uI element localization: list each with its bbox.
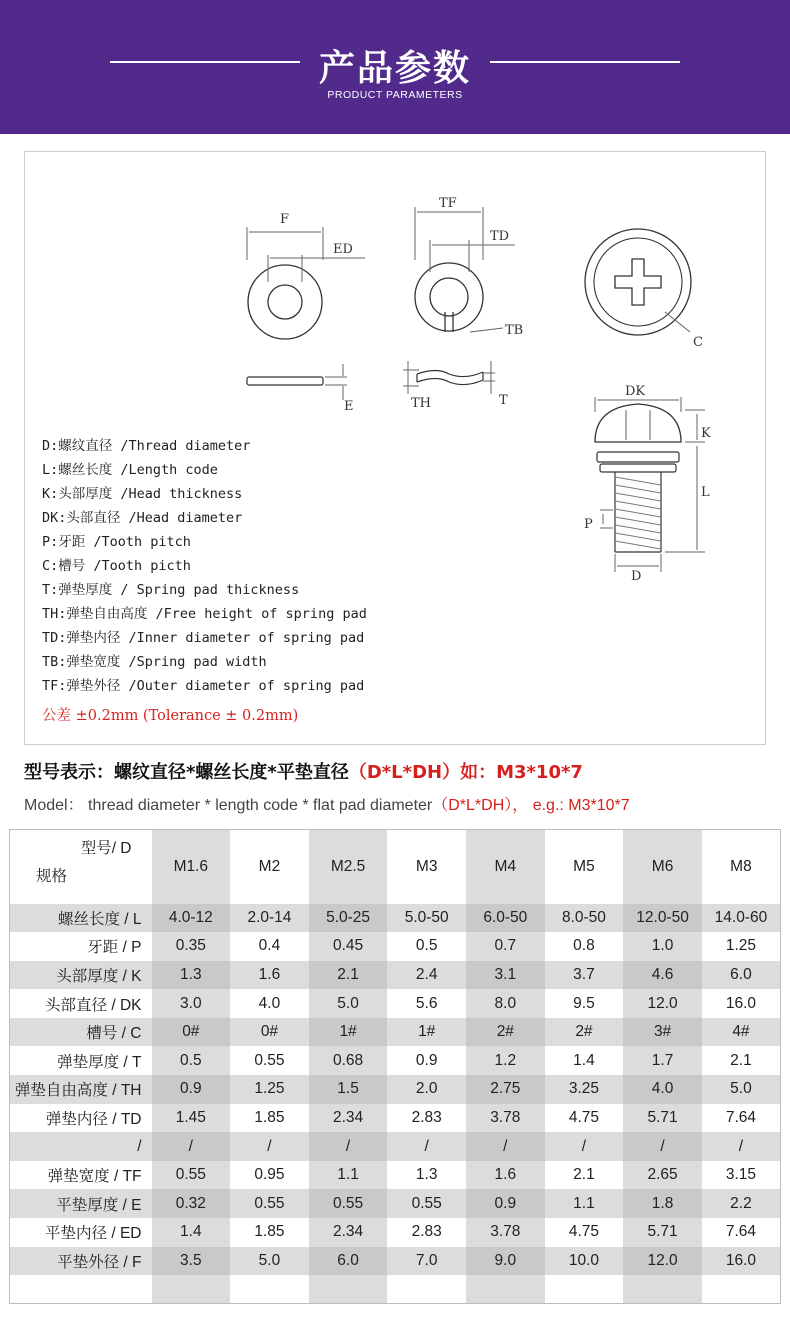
table-cell: 5.0 <box>309 989 388 1018</box>
table-cell: 3.15 <box>725 1166 757 1184</box>
table-cell: 0.9 <box>152 1075 231 1104</box>
table-cell: 9.0 <box>466 1247 545 1276</box>
table-cell: 5.0-50 <box>387 904 466 933</box>
label-E: E <box>344 399 354 414</box>
row-label: 弹垫内径 / TD <box>45 1110 142 1128</box>
legend-item: P:牙距 /Tooth pitch <box>42 534 191 550</box>
table-cell: 0.55 <box>230 1189 309 1218</box>
banner-divider-right <box>490 61 680 63</box>
table-cell: / <box>545 1132 624 1161</box>
screw-side-view <box>584 384 711 584</box>
table-row <box>10 1247 781 1276</box>
legend-item: TD:弹垫内径 /Inner diameter of spring pad <box>42 630 365 646</box>
table-cell: / <box>230 1132 309 1161</box>
label-L: L <box>701 485 710 500</box>
table-cell: 1.1 <box>545 1189 624 1218</box>
table-cell: 8.0 <box>466 989 545 1018</box>
column-header: M2 <box>258 857 281 875</box>
table-cell: 4.0 <box>623 1075 702 1104</box>
table-cell: 5.0 <box>702 1075 781 1104</box>
table-cell: 4.75 <box>568 1108 600 1126</box>
column-header: M1.6 <box>152 830 231 904</box>
tolerance-note: 公差 ±0.2mm (Tolerance ± 0.2mm) <box>42 708 299 724</box>
table-cell: 5.0-25 <box>309 904 388 933</box>
table-cell: 5.0 <box>230 1247 309 1276</box>
label-F: F <box>280 212 290 227</box>
legend-item: T:弹垫厚度 / Spring pad thickness <box>42 582 300 598</box>
row-label: 头部直径 / DK <box>45 996 142 1014</box>
table-cell: 16.0 <box>702 1247 781 1276</box>
table-cell: 1.3 <box>152 961 231 990</box>
table-cell: 4.0-12 <box>152 904 231 933</box>
column-header: M3 <box>415 857 438 875</box>
table-cell: 1.3 <box>415 1166 438 1184</box>
flat-washer-drawing <box>247 212 365 414</box>
table-cell: 2.65 <box>623 1161 702 1190</box>
table-row <box>10 961 781 990</box>
table-cell: / <box>466 1132 545 1161</box>
table-cell: 2# <box>545 1018 624 1047</box>
table-cell: 1.85 <box>254 1108 285 1126</box>
legend-item: K:头部厚度 /Head thickness <box>42 486 243 502</box>
table-cell: 0# <box>230 1018 309 1047</box>
row-label: 牙距 / P <box>87 939 142 957</box>
table-cell: 12.0 <box>623 1247 702 1276</box>
model-notation-cn <box>24 758 583 784</box>
table-cell: 14.0-60 <box>702 904 781 933</box>
model-notation-en-formula: （D*L*DH）， e.g.: M3*10*7 <box>432 797 630 814</box>
table-cell: 0.5 <box>152 1046 231 1075</box>
dimension-legend <box>42 434 367 728</box>
table-cell: 0.35 <box>152 932 231 961</box>
table-cell: 0.55 <box>152 1161 231 1190</box>
table-cell: 0.95 <box>254 1166 285 1184</box>
table-cell: 1# <box>387 1018 466 1047</box>
label-C: C <box>693 335 703 350</box>
label-ED: ED <box>333 242 353 257</box>
table-cell: 2.1 <box>730 1051 752 1069</box>
table-cell: 4.75 <box>568 1223 600 1241</box>
model-notation-cn-formula: （D*L*DH）如：M3*10*7 <box>348 762 583 783</box>
table-cell: 6.0 <box>702 961 781 990</box>
table-cell: 12.0-50 <box>623 904 702 933</box>
table-cell: 1.25 <box>230 1075 309 1104</box>
row-label: 弹垫厚度 / T <box>57 1053 142 1071</box>
spec-table <box>9 829 781 1304</box>
table-cell: 0.9 <box>415 1051 438 1069</box>
table-row <box>10 989 781 1018</box>
legend-item: TH:弹垫自由高度 /Free height of spring pad <box>42 606 367 622</box>
table-row <box>10 1104 781 1133</box>
table-cell: 3.7 <box>545 961 624 990</box>
row-label: 平垫厚度 / E <box>10 1189 152 1218</box>
table-row <box>10 1189 781 1218</box>
table-cell: 1.85 <box>254 1223 285 1241</box>
table-cell: 1.1 <box>309 1161 388 1190</box>
table-cell: / <box>309 1132 388 1161</box>
table-cell: 1.7 <box>623 1046 702 1075</box>
screw-head-top-view <box>585 229 703 350</box>
table-cell: / <box>623 1132 702 1161</box>
table-cell: 0.55 <box>254 1051 285 1069</box>
table-cell: 0.55 <box>387 1189 466 1218</box>
table-cell: 2.1 <box>573 1166 595 1184</box>
table-cell: 2.83 <box>411 1223 442 1241</box>
table-cell: 4.0 <box>258 994 281 1012</box>
table-cell: / <box>152 1132 231 1161</box>
table-cell: 2.2 <box>702 1189 781 1218</box>
table-cell: 2.75 <box>466 1075 545 1104</box>
table-cell: 5.71 <box>623 1104 702 1133</box>
table-cell: 1.8 <box>623 1189 702 1218</box>
model-notation-en <box>24 792 630 815</box>
table-cell: 0.4 <box>258 937 281 955</box>
spring-washer-drawing <box>403 196 523 411</box>
table-cell: 0.68 <box>309 1046 388 1075</box>
page-subtitle: PRODUCT PARAMETERS <box>327 89 463 101</box>
legend-item: TB:弹垫宽度 /Spring pad width <box>42 654 267 670</box>
table-cell: 6.0 <box>309 1247 388 1276</box>
table-cell: 7.0 <box>387 1247 466 1276</box>
legend-item: TF:弹垫外径 /Outer diameter of spring pad <box>42 678 365 694</box>
table-cell: 0.45 <box>309 932 388 961</box>
table-cell: 7.64 <box>725 1108 757 1126</box>
table-cell: 1.0 <box>623 932 702 961</box>
legend-item: DK:头部直径 /Head diameter <box>42 510 243 526</box>
table-row <box>10 1218 781 1247</box>
table-cell: 3.78 <box>466 1218 545 1247</box>
dimension-diagram <box>24 151 766 745</box>
label-TF: TF <box>439 196 457 211</box>
table-cell: 4.6 <box>623 961 702 990</box>
legend-item: C:槽号 /Tooth picth <box>42 558 191 574</box>
row-label: 弹垫自由高度 / TH <box>10 1075 152 1104</box>
table-cell: 1# <box>309 1018 388 1047</box>
legend-item: L:螺丝长度 /Length code <box>42 462 218 478</box>
table-cell: 2.4 <box>387 961 466 990</box>
column-header: M4 <box>466 830 545 904</box>
table-cell: 2# <box>466 1018 545 1047</box>
row-label: 平垫外径 / F <box>10 1247 152 1276</box>
table-cell: / <box>702 1132 781 1161</box>
table-cell: 2.0-14 <box>230 904 309 933</box>
table-cell: 3.5 <box>152 1247 231 1276</box>
row-label: 弹垫宽度 / TF <box>47 1168 142 1186</box>
table-cell: 12.0 <box>623 989 702 1018</box>
table-cell: 1.4 <box>573 1051 595 1069</box>
column-header: M6 <box>623 830 702 904</box>
column-header: M5 <box>573 857 595 875</box>
table-cell: 0.9 <box>466 1189 545 1218</box>
table-cell: 0.5 <box>415 937 438 955</box>
table-cell: 2.83 <box>411 1108 442 1126</box>
table-row <box>10 1132 781 1161</box>
table-cell: 0.8 <box>573 937 595 955</box>
table-row <box>10 904 781 933</box>
table-footer-row <box>10 1275 781 1303</box>
table-cell: 3.78 <box>466 1104 545 1133</box>
spec-table-body <box>10 904 781 1276</box>
row-label: 槽号 / C <box>10 1018 152 1047</box>
legend-item: D:螺纹直径 /Thread diameter <box>42 438 251 454</box>
table-cell: 1.45 <box>152 1104 231 1133</box>
table-row <box>10 1046 781 1075</box>
row-label: 头部厚度 / K <box>10 961 152 990</box>
table-cell: 3.25 <box>545 1075 624 1104</box>
table-cell: 5.71 <box>623 1218 702 1247</box>
table-cell: 1.5 <box>309 1075 388 1104</box>
label-TH: TH <box>411 396 432 411</box>
table-cell: 1.6 <box>466 1161 545 1190</box>
table-cell: 0# <box>152 1018 231 1047</box>
table-cell: 3.0 <box>152 989 231 1018</box>
table-header-row <box>10 830 781 904</box>
page-title: 产品参数 <box>318 48 471 89</box>
model-notation-en-text: Model： thread diameter * length code * flat pad diameter <box>24 797 433 814</box>
corner-model-label: 型号/ D <box>80 840 132 857</box>
table-cell: 7.64 <box>725 1223 757 1241</box>
table-cell: 9.5 <box>573 994 595 1012</box>
table-row <box>10 1018 781 1047</box>
label-T: T <box>499 393 508 408</box>
table-cell: 3.1 <box>466 961 545 990</box>
table-cell: 16.0 <box>725 994 757 1012</box>
table-row <box>10 1075 781 1104</box>
table-cell: 6.0-50 <box>466 904 545 933</box>
table-cell: 2.0 <box>387 1075 466 1104</box>
header-banner <box>0 0 790 134</box>
table-corner-cell <box>10 830 152 904</box>
label-TB: TB <box>505 323 524 338</box>
table-cell: 5.6 <box>415 994 438 1012</box>
label-DK: DK <box>625 384 646 399</box>
table-cell: 1.6 <box>230 961 309 990</box>
column-header: M2.5 <box>309 830 388 904</box>
table-cell: 0.32 <box>152 1189 231 1218</box>
table-cell: 1.2 <box>466 1046 545 1075</box>
row-label: 螺丝长度 / L <box>10 904 152 933</box>
table-cell: 1.25 <box>725 937 757 955</box>
model-notation-cn-text: 型号表示：螺纹直径*螺丝长度*平垫直径 <box>24 762 349 783</box>
table-row <box>10 932 781 961</box>
corner-spec-label: 规格 <box>36 868 68 885</box>
table-cell: 0.7 <box>466 932 545 961</box>
label-TD: TD <box>490 229 510 244</box>
table-row <box>10 1161 781 1190</box>
label-D: D <box>631 569 642 584</box>
table-cell: 2.1 <box>309 961 388 990</box>
label-P: P <box>584 517 593 532</box>
table-cell: 3# <box>623 1018 702 1047</box>
row-label: / <box>10 1132 152 1161</box>
table-cell: / <box>387 1132 466 1161</box>
table-cell: 10.0 <box>545 1247 624 1276</box>
table-cell: 1.4 <box>152 1218 231 1247</box>
table-cell: 4# <box>702 1018 781 1047</box>
table-cell: 8.0-50 <box>545 904 624 933</box>
table-cell: 0.55 <box>309 1189 388 1218</box>
row-label: 平垫内径 / ED <box>45 1225 142 1243</box>
label-K: K <box>701 426 711 441</box>
column-header: M8 <box>730 857 752 875</box>
table-cell: 2.34 <box>309 1104 388 1133</box>
table-cell: 2.34 <box>309 1218 388 1247</box>
